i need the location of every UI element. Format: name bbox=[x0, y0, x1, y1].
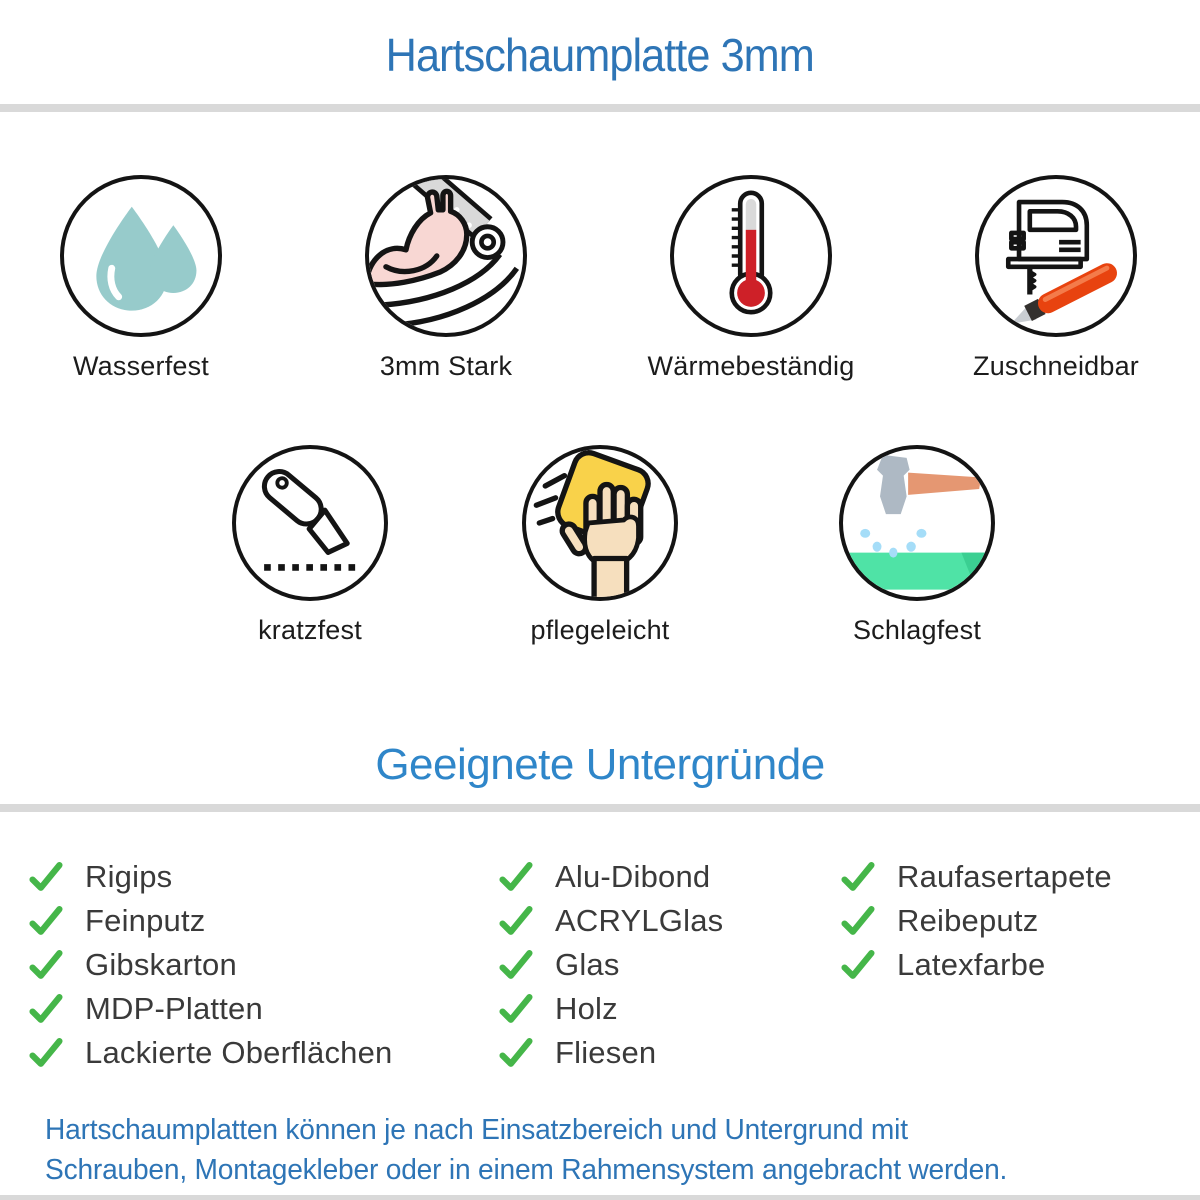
feature-kratzfest bbox=[232, 445, 388, 645]
checkmark-icon bbox=[498, 862, 534, 893]
list-item bbox=[498, 987, 723, 1031]
jigsaw-cutter-icon bbox=[979, 179, 1133, 333]
list-item bbox=[498, 899, 723, 943]
list-item bbox=[840, 855, 1112, 899]
divider-bottom bbox=[0, 1195, 1200, 1200]
feature-label: Wärmebeständig bbox=[647, 351, 855, 381]
cleaning-hand-icon bbox=[526, 449, 674, 597]
checkmark-icon bbox=[28, 950, 64, 981]
checkmark-icon bbox=[840, 906, 876, 937]
checkmark-icon bbox=[840, 950, 876, 981]
checkmark-icon bbox=[840, 862, 876, 893]
hammer-impact-icon bbox=[843, 449, 991, 597]
list-item bbox=[498, 1031, 723, 1075]
checkmark-icon bbox=[498, 1038, 534, 1069]
substrate-label: ACRYLGlas bbox=[555, 903, 724, 938]
substrate-label: Raufasertapete bbox=[897, 859, 1112, 894]
list-item bbox=[28, 1031, 392, 1075]
checkmark-icon bbox=[498, 906, 534, 937]
divider-top bbox=[0, 104, 1200, 112]
feature-label: Zuschneidbar bbox=[973, 351, 1139, 381]
feature-schlagfest bbox=[839, 445, 995, 645]
substrate-label: Rigips bbox=[85, 859, 173, 894]
substrate-column-2 bbox=[498, 855, 723, 1075]
list-item bbox=[28, 855, 392, 899]
feature-label: Schlagfest bbox=[852, 615, 982, 645]
substrate-label: Latexfarbe bbox=[897, 947, 1046, 982]
list-item bbox=[498, 855, 723, 899]
feature-label: Wasserfest bbox=[72, 351, 210, 381]
list-item bbox=[840, 899, 1112, 943]
mounting-note-line2: Schrauben, Montagekleber oder in einem Rahmensystem angebracht werden. bbox=[45, 1154, 1008, 1186]
utility-knife-icon bbox=[236, 449, 384, 597]
checkmark-icon bbox=[28, 906, 64, 937]
checkmark-icon bbox=[28, 994, 64, 1025]
feature-pflegeleicht bbox=[522, 445, 678, 645]
water-drops-icon bbox=[64, 179, 218, 333]
substrate-column-1 bbox=[28, 855, 392, 1075]
divider-middle bbox=[0, 804, 1200, 812]
feature-label: 3mm Stark bbox=[379, 351, 513, 381]
substrate-label: Gibskarton bbox=[85, 947, 237, 982]
mounting-note-line1: Hartschaumplatten können je nach Einsatzbereich und Untergrund mit bbox=[45, 1114, 908, 1146]
checkmark-icon bbox=[28, 862, 64, 893]
feature-3mm-stark bbox=[365, 175, 527, 381]
checkmark-icon bbox=[498, 950, 534, 981]
substrate-label: Lackierte Oberflächen bbox=[85, 1035, 393, 1070]
muscle-arm-icon bbox=[369, 179, 523, 333]
substrate-label: Holz bbox=[555, 991, 618, 1026]
checkmark-icon bbox=[498, 994, 534, 1025]
feature-label: pflegeleicht bbox=[530, 615, 670, 645]
list-item bbox=[840, 943, 1112, 987]
substrate-label: Feinputz bbox=[85, 903, 206, 938]
substrate-label: Glas bbox=[555, 947, 620, 982]
list-item bbox=[28, 987, 392, 1031]
feature-waermebestaendig bbox=[647, 175, 855, 381]
page-title: Hartschaumplatte 3mm bbox=[385, 29, 815, 81]
substrate-column-3 bbox=[840, 855, 1112, 987]
list-item bbox=[28, 899, 392, 943]
checkmark-icon bbox=[28, 1038, 64, 1069]
feature-label: kratzfest bbox=[258, 615, 362, 645]
substrate-label: Alu-Dibond bbox=[555, 859, 711, 894]
substrate-label: Reibeputz bbox=[897, 903, 1039, 938]
section-title: Geeignete Untergründe bbox=[375, 740, 825, 789]
thermometer-icon bbox=[674, 179, 828, 333]
feature-zuschneidbar bbox=[973, 175, 1139, 381]
mounting-note bbox=[45, 1110, 1175, 1190]
list-item bbox=[498, 943, 723, 987]
feature-wasserfest bbox=[60, 175, 222, 381]
substrate-label: MDP-Platten bbox=[85, 991, 263, 1026]
list-item bbox=[28, 943, 392, 987]
substrate-label: Fliesen bbox=[555, 1035, 657, 1070]
